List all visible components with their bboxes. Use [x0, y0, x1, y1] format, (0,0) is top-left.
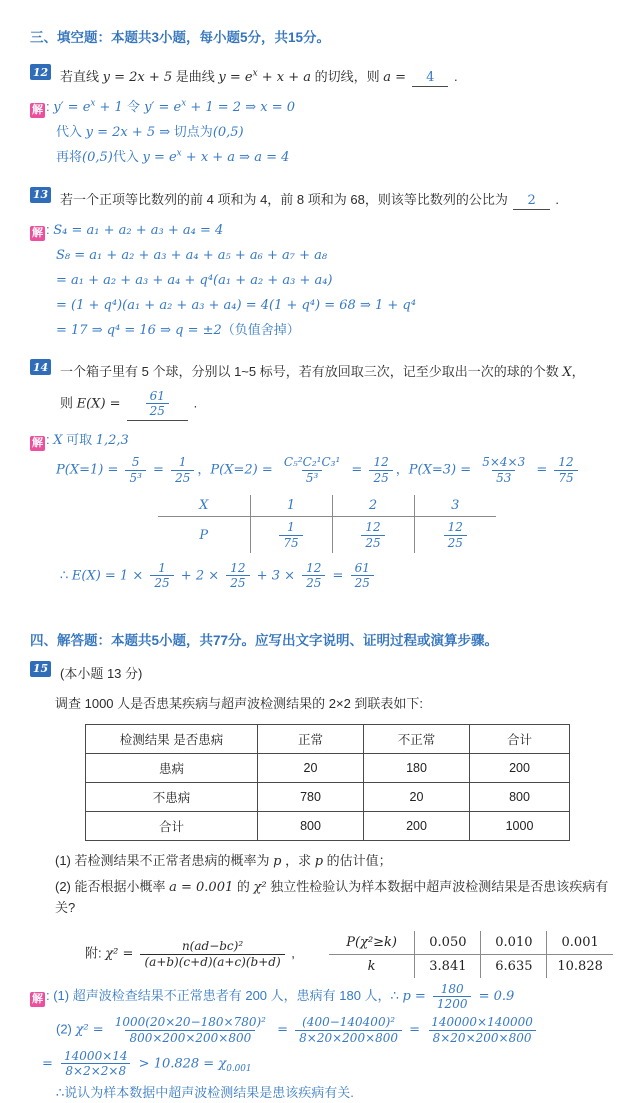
- cell-value: 180: [364, 754, 470, 783]
- question-13-stem: 若一个正项等比数列的前 4 项和为 4，前 8 项和为 68，则该等比数列的公比为 2 .: [60, 191, 559, 208]
- p-chi-label: P(χ²≥k): [329, 931, 415, 955]
- q14-distribution-table: [158, 495, 496, 553]
- header-cell: 合计: [470, 725, 570, 754]
- q12-solution-line-3: 再将(0,5)代入 $y = e^x + x + a$ ⇒ a = 4: [56, 149, 290, 166]
- x-row-label: X: [158, 495, 250, 517]
- q15-solution-line-1: 解 : (1) 超声波检查结果不正常患者有 200 人，患病有 180 人，∴ p = $\frac{180}{1200}$ = 0.9: [32, 981, 515, 1011]
- question-14-number-badge: 14: [30, 359, 51, 375]
- header-cell: 正常: [258, 725, 364, 754]
- q14-solution-line-1: 解 : X 可取 1,2,3: [30, 430, 616, 451]
- p-level: 0.010: [481, 931, 547, 955]
- solution-marker-icon: 解: [30, 226, 45, 241]
- solution-marker-icon: 解: [30, 103, 45, 118]
- p-value: $\frac{12}{25}$: [414, 517, 496, 553]
- cell-value: 200: [364, 812, 470, 841]
- question-13-number-badge: 13: [30, 187, 51, 203]
- contingency-header-row: [86, 725, 570, 754]
- x-value: 1: [250, 495, 332, 517]
- q15-solution-line-4: ∴说认为样本数据中超声波检测结果是患该疾病有关.: [56, 1084, 354, 1100]
- question-15-number-badge: 15: [30, 661, 51, 677]
- contingency-row-sick: [86, 754, 570, 783]
- question-13: [30, 185, 616, 216]
- q15-note-row: [85, 931, 616, 978]
- q13-solution-line-2: S₈ = a₁ + a₂ + a₃ + a₄ + a₅ + a₆ + a₇ + a₈: [56, 247, 328, 263]
- p-row-label: P: [199, 527, 209, 543]
- q12-solution-line-2: 代入 y = 2x + 5 ⇒ 切点为(0,5): [56, 124, 244, 141]
- question-12: [30, 62, 616, 93]
- cell-value: 20: [258, 754, 364, 783]
- question-14-solution: [30, 430, 616, 590]
- q14-solution-line-3: ∴ E(X) = 1 × $\frac{1}{25}$ + 2 × $\frac{12}{25}$ + 3 × $\frac{12}{25}$ = $\frac{61}{25}$: [30, 561, 616, 591]
- q14-stem-line-2: 则 E(X) = $\frac{61}{25}$ .: [60, 389, 585, 422]
- distribution-table-x-row: [158, 495, 496, 517]
- contingency-row-total: [86, 812, 570, 841]
- p-value: $\frac{1}{75}$: [250, 517, 332, 553]
- header-cell: 不正常: [364, 725, 470, 754]
- q13-solution-line-4: = (1 + q⁴)(a₁ + a₂ + a₃ + a₄) = 4(1 + q⁴) = 68 ⇒ 1 + q⁴: [56, 298, 416, 314]
- question-13-solution: [30, 220, 616, 342]
- k-value: 3.841: [415, 954, 481, 978]
- x-value: 2: [332, 495, 414, 517]
- q14-solution-line-2: P(X=1) = $\frac{5}{\text{5³}}$ = $\frac{1}{25}$ ，P(X=2) = $\frac{\text{C₅²C₂¹C₃¹}}{\text{5³}}$ = $\frac{12}{25}$ ，P(X=3) = $\frac{5\times 4\times 3}{53}$ = $\frac{12}{75}$: [30, 455, 616, 485]
- section3-header: 三、填空题：本题共3小题，每小题5分，共15分。: [30, 30, 331, 45]
- header-cell: 检测结果 是否患病: [86, 725, 258, 754]
- p-level: 0.001: [547, 931, 613, 955]
- q13-solution-line-1: 解 : S₄ = a₁ + a₂ + a₃ + a₄ = 4: [30, 220, 616, 241]
- x-value: 3: [414, 495, 496, 517]
- cell-value: 1000: [470, 812, 570, 841]
- question-12-stem: 若直线 y = 2x + 5 是曲线 $y = e^x + x + a$ 的切线，则 a = 4 .: [60, 68, 458, 85]
- question-15: [30, 659, 616, 689]
- q13-solution-line-3: = a₁ + a₂ + a₃ + a₄ + q⁴(a₁ + a₂ + a₃ + a₄): [56, 272, 333, 288]
- p-value: $\frac{12}{25}$: [332, 517, 414, 553]
- chi-square-critical-table: [329, 931, 613, 978]
- cell-value: 20: [364, 783, 470, 812]
- cell-value: 780: [258, 783, 364, 812]
- question-14-stem: [60, 357, 585, 426]
- k-value: 6.635: [481, 954, 547, 978]
- question-15-title: (本小题 13 分): [60, 665, 143, 681]
- p-level: 0.050: [415, 931, 481, 955]
- question-15-solution: [30, 982, 616, 1103]
- chi-square-formula: 附: χ² = $\frac{\text{n(ad−bc)²}}{(a+b)(c+d)(a+c)(b+d)}$ ,: [85, 939, 295, 969]
- q15-part1: (1) 若检测结果不正常者患病的概率为 p ，求 p 的估计值；: [55, 853, 392, 870]
- question-14: [30, 357, 616, 426]
- distribution-table-p-row: [158, 517, 496, 553]
- q15-solution-line-3: = $\frac{14000\times 14}{8\times 2\times 2\times 8}$ > $10.828 = \chi_{0.001}$: [42, 1049, 252, 1079]
- critical-table-p-row: [329, 931, 613, 955]
- cell-value: 200: [470, 754, 570, 783]
- cell-value: 800: [258, 812, 364, 841]
- row-label: 患病: [86, 754, 258, 783]
- critical-table-k-row: [329, 954, 613, 978]
- solution-marker-icon: 解: [30, 992, 45, 1007]
- row-label: 不患病: [86, 783, 258, 812]
- contingency-row-healthy: [86, 783, 570, 812]
- q13-solution-line-5: = 17 ⇒ q⁴ = 16 ⇒ q = ±2（负值舍掉）: [56, 322, 300, 339]
- row-label: 合计: [86, 812, 258, 841]
- q14-stem-line-1: 一个箱子里有 5 个球，分别以 1~5 标号，若有放回取三次，记至少取出一次的球的个数 X，: [60, 364, 585, 381]
- q15-contingency-table: [85, 724, 570, 841]
- section4-header: 四、解答题：本题共5小题，共77分。应写出文字说明、证明过程或演算步骤。: [30, 632, 499, 648]
- q15-intro: 调查 1000 人是否患某疾病与超声波检测结果的 2×2 到联表如下:: [55, 695, 424, 711]
- q15-part2: (2) 能否根据小概率 a = 0.001 的 χ² 独立性检验认为样本数据中超声波检测结果是否患该疾病有关?: [55, 879, 609, 916]
- question-12-solution: [30, 97, 616, 168]
- solution-marker-icon: 解: [30, 436, 45, 451]
- question-12-number-badge: 12: [30, 64, 51, 80]
- k-label: k: [367, 958, 376, 974]
- cell-value: 800: [470, 783, 570, 812]
- k-value: 10.828: [547, 954, 613, 978]
- q15-solution-line-2: (2) χ² = $\frac{\text{1000(20×20−180×780)²}}{800\times 200\times 200\times 800}$ = $\frac{\text{(400−140400)²}}{8\times 20\times 200\times 800}$ = $\frac{140000\times 140000}{8\times 20\times 200\times 800}$: [30, 1015, 616, 1045]
- q12-solution-line-1: 解 : $y' = e^x + 1$ 令 $y' = e^x + 1 = 2$ ⇒ x = 0: [30, 97, 616, 118]
